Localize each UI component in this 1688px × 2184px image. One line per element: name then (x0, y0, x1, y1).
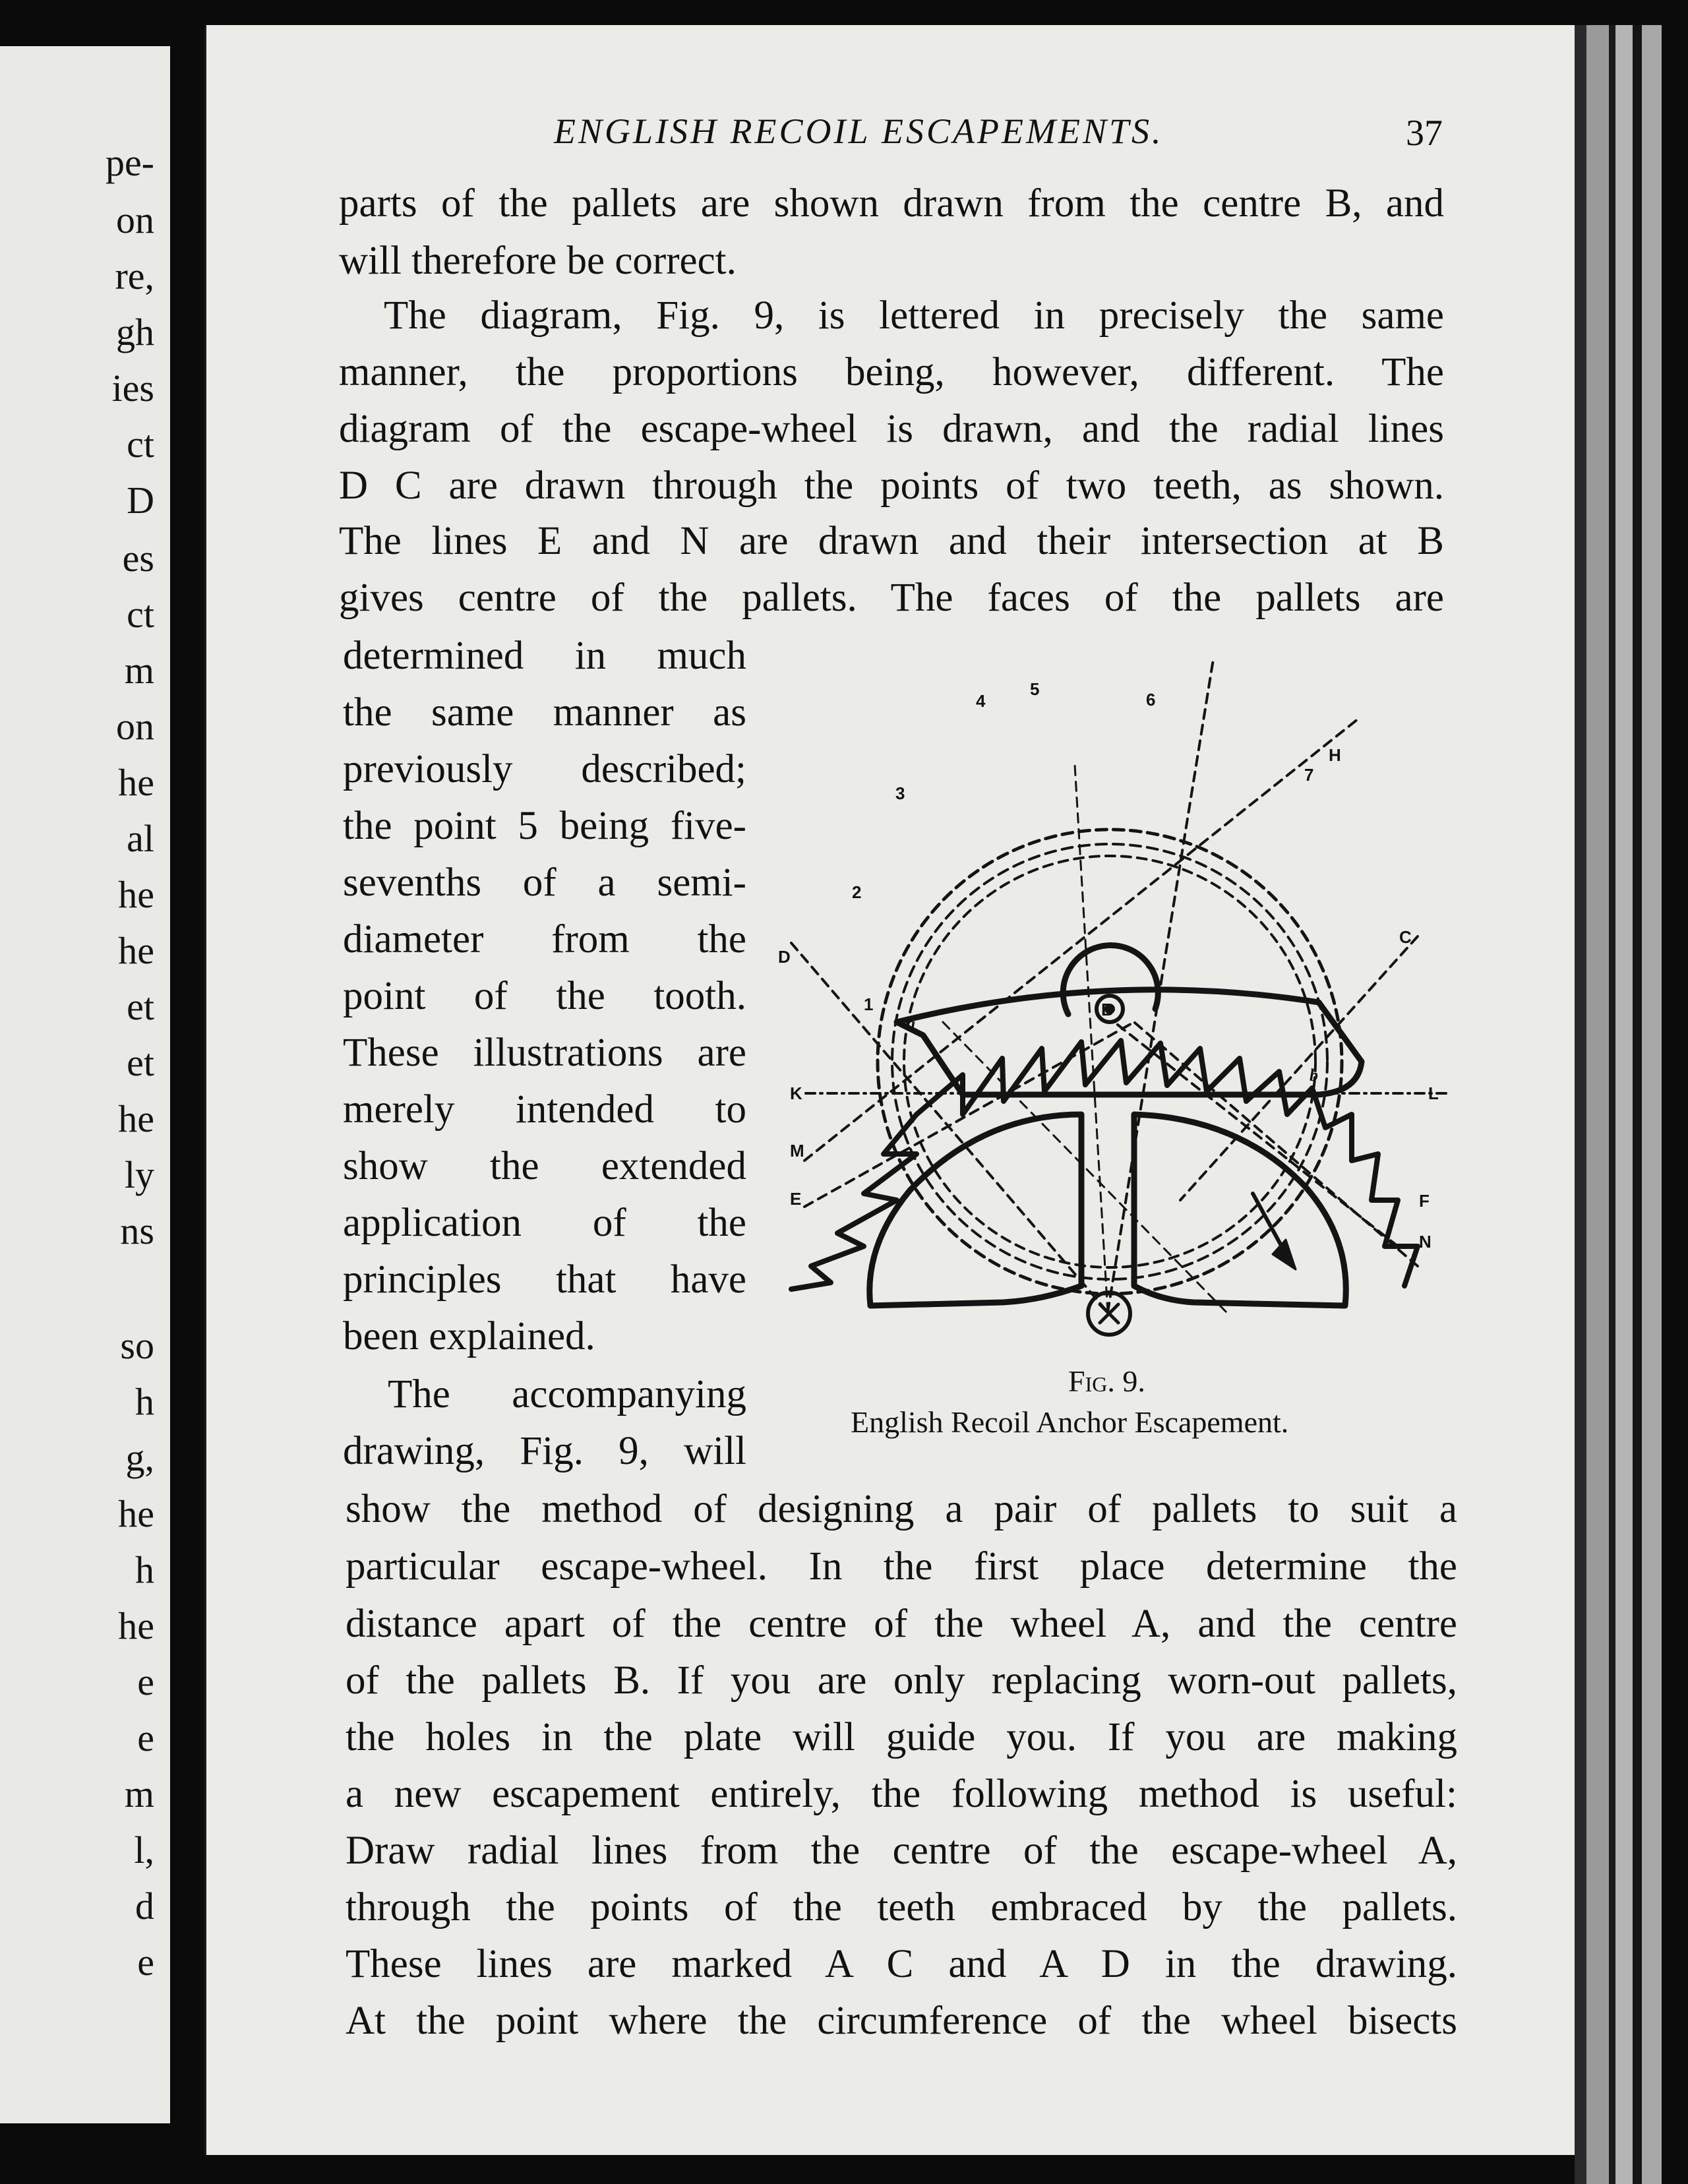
label-1: 1 (864, 994, 874, 1014)
text-line: the point 5 being five- (343, 804, 746, 848)
left-page-text-fragment: g, (125, 1436, 154, 1479)
left-page-text-fragment: h (135, 1548, 154, 1591)
left-page-text-fragment: ns (120, 1209, 154, 1252)
left-page-text-fragment: on (116, 198, 154, 241)
label-d: D (778, 947, 791, 967)
text-line: These lines are marked A C and A D in the drawing. (346, 1942, 1457, 1986)
text-line: determined in much (343, 634, 746, 678)
label-4: 4 (976, 691, 986, 711)
figure-number: Fig. 9. (1068, 1364, 1145, 1398)
text-line: At the point where the circumference of the wheel bisects (346, 1999, 1457, 2043)
left-page-text-fragment: e (137, 1660, 154, 1703)
text-line: the same manner as (343, 690, 746, 735)
label-3: 3 (895, 783, 905, 803)
label-l: L (1428, 1083, 1439, 1103)
left-page-text-fragment: so (120, 1324, 154, 1367)
text-line: point of the tooth. (343, 974, 746, 1018)
text-line: principles that have (343, 1258, 746, 1302)
text-line: distance apart of the centre of the wheel A, and the centre (346, 1602, 1457, 1646)
left-page-text-fragment: he (118, 1492, 154, 1535)
left-page-text-fragment: m (124, 649, 154, 692)
left-page-text-fragment: et (127, 1041, 154, 1084)
book-spine (1575, 25, 1688, 2184)
left-page-text-fragment: he (118, 1097, 154, 1140)
left-page-text-fragment: ies (111, 367, 154, 410)
left-page-text-fragment: he (118, 761, 154, 804)
text-line: show the extended (343, 1144, 746, 1188)
left-page-text-fragment: ct (127, 593, 154, 636)
left-page-text-fragment: m (124, 1773, 154, 1815)
text-line: application of the (343, 1201, 746, 1245)
text-line: will therefore be correct. (339, 239, 737, 283)
text-line: Draw radial lines from the centre of the escape-wheel A, (346, 1829, 1457, 1873)
text-line: gives centre of the pallets. The faces of the pallets are (339, 576, 1444, 620)
running-head: ENGLISH RECOIL ESCAPEMENTS. (554, 111, 1164, 151)
left-page-text-fragment: h (135, 1380, 154, 1423)
text-line: drawing, Fig. 9, will (343, 1429, 746, 1473)
previous-page-fragment (0, 46, 170, 2123)
left-page-text-fragment: D (127, 479, 154, 522)
label-6: 6 (1146, 690, 1156, 710)
left-page-text-fragment: on (116, 705, 154, 748)
left-page-text-fragment: re, (115, 255, 154, 297)
text-line: manner, the proportions being, however, different. The (339, 350, 1444, 394)
label-n: N (1419, 1232, 1432, 1252)
left-page-text-fragment: ct (127, 423, 154, 466)
left-page-text-fragment: al (127, 817, 154, 860)
text-line: The diagram, Fig. 9, is lettered in precisely the same (384, 293, 1444, 338)
text-line: parts of the pallets are shown drawn from the centre B, and (339, 181, 1444, 226)
text-line: D C are drawn through the points of two teeth, as shown. (339, 464, 1444, 508)
left-page-text-fragment: e (137, 1716, 154, 1759)
text-line: previously described; (343, 747, 746, 791)
label-c: C (1399, 927, 1412, 947)
label-m: M (790, 1141, 804, 1161)
left-page-text-fragment: e (137, 1941, 154, 1984)
left-page-text-fragment: he (118, 929, 154, 972)
figure-escapement-diagram (765, 653, 1464, 1365)
label-e: E (790, 1189, 802, 1209)
label-2: 2 (852, 882, 862, 902)
left-page-text-fragment: gh (116, 311, 154, 353)
left-page-text-fragment: he (118, 873, 154, 916)
label-7: 7 (1304, 765, 1314, 785)
text-line: show the method of designing a pair of pallets to suit a (346, 1487, 1457, 1531)
text-line: the holes in the plate will guide you. If you are making (346, 1715, 1457, 1759)
label-k: K (790, 1083, 802, 1103)
label-f: F (1419, 1191, 1430, 1211)
label-b: b (1310, 1066, 1318, 1085)
left-page-text-fragment: he (118, 1604, 154, 1647)
left-page-text-fragment: l, (134, 1829, 154, 1871)
page-number: 37 (1406, 113, 1443, 154)
left-page-text-fragment: pe- (105, 141, 154, 184)
text-line: These illustrations are (343, 1031, 746, 1075)
text-line: The lines E and N are drawn and their intersection at B (339, 519, 1444, 563)
text-line: sevenths of a semi- (343, 861, 746, 905)
text-line: a new escapement entirely, the following method is useful: (346, 1772, 1457, 1816)
text-line: of the pallets B. If you are only replacing worn-out pallets, (346, 1658, 1457, 1703)
text-line: through the points of the teeth embraced by the pallets. (346, 1885, 1457, 1929)
label-b-centre: B (1101, 1000, 1114, 1019)
label-5: 5 (1030, 679, 1040, 699)
left-page-text-fragment: et (127, 985, 154, 1028)
text-line: particular escape-wheel. In the first place determine the (346, 1544, 1457, 1589)
text-line: merely intended to (343, 1087, 746, 1132)
text-line: diameter from the (343, 917, 746, 961)
label-h: H (1329, 745, 1341, 765)
text-line: been explained. (343, 1314, 595, 1358)
text-line: diagram of the escape-wheel is drawn, and the radial lines (339, 407, 1444, 451)
left-page-text-fragment: es (122, 537, 154, 580)
left-page-text-fragment: d (135, 1885, 154, 1927)
label-a: a (907, 1014, 915, 1033)
figure-caption: English Recoil Anchor Escapement. (851, 1405, 1289, 1439)
left-page-text-fragment: ly (124, 1153, 154, 1196)
text-line: The accompanying (388, 1372, 746, 1416)
